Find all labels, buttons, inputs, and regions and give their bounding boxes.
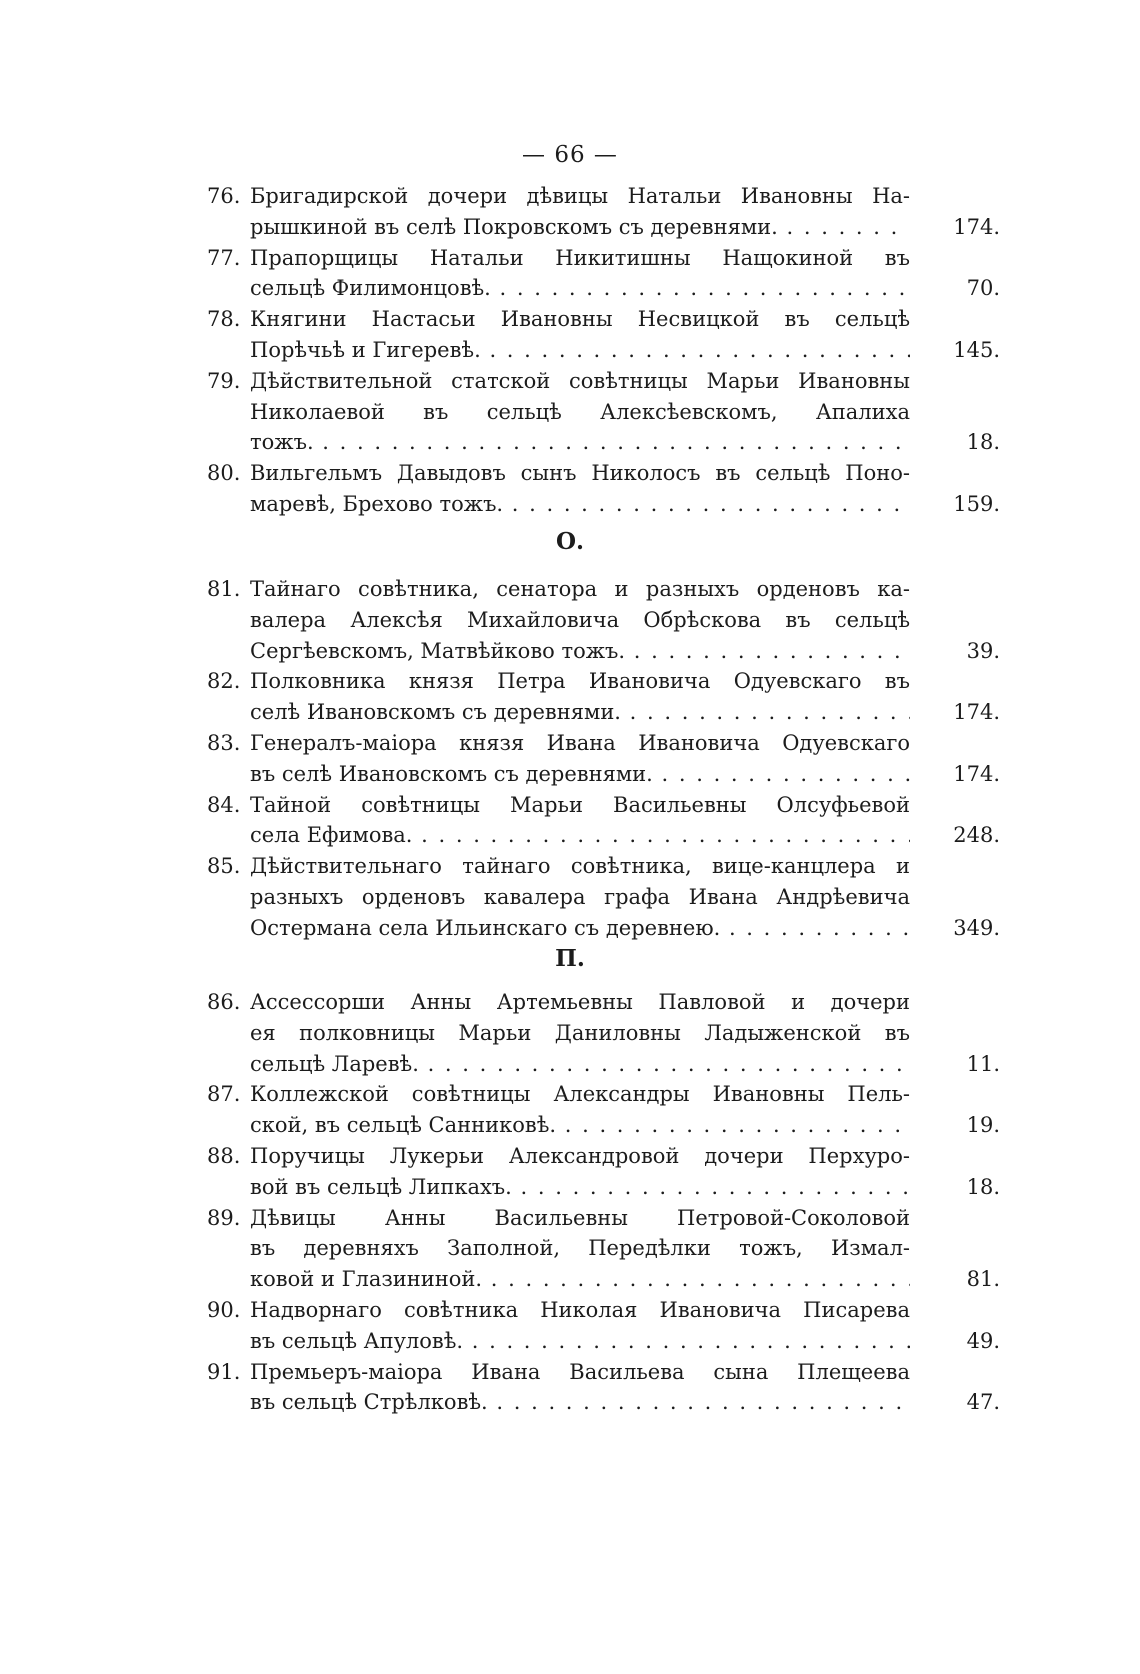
index-entry xyxy=(0,666,1140,728)
entry-line xyxy=(0,666,1140,697)
entry-line xyxy=(0,212,1140,243)
index-entry xyxy=(0,366,1140,458)
entry-text: Генералъ-маіора князя Ивана Ивановича Одуевскаго xyxy=(250,730,910,755)
index-entry xyxy=(0,1357,1140,1419)
entry-line xyxy=(0,882,1140,913)
entry-line xyxy=(0,1264,1140,1295)
entry-number: 89. xyxy=(207,1205,241,1230)
entry-number: 86. xyxy=(207,990,241,1014)
index-entry xyxy=(0,181,1140,243)
section-letter-o: О. xyxy=(555,528,585,555)
entry-line xyxy=(0,304,1140,335)
entry-line xyxy=(0,697,1140,728)
entry-number: 81. xyxy=(207,577,241,601)
entry-line xyxy=(0,1018,1140,1049)
entry-text: Дѣйствительной статской совѣтницы Марьи Ивановны xyxy=(250,368,910,393)
entry-number: 77. xyxy=(207,245,241,270)
entry-number: 90. xyxy=(207,1297,241,1322)
entry-page-ref: 19. xyxy=(966,1113,1000,1138)
entry-number: 80. xyxy=(207,461,241,486)
entry-line xyxy=(0,1357,1140,1388)
section-n xyxy=(0,181,1140,520)
entry-line xyxy=(0,1387,1140,1418)
section-p xyxy=(0,987,1140,1418)
entry-line xyxy=(0,1049,1140,1080)
entry-line xyxy=(0,181,1140,212)
entry-line xyxy=(0,1295,1140,1326)
entry-line xyxy=(0,273,1140,304)
entry-text: въ сельцѣ Стрѣлковѣ. . . . xyxy=(250,1387,910,1418)
index-entry xyxy=(0,1141,1140,1203)
entry-text: Ассессорши Анны Артемьевны Павловой и дочери xyxy=(250,990,910,1014)
entry-text: Княгини Настасьи Ивановны Несвицкой въ сельцѣ xyxy=(250,307,910,332)
entry-text: Прапорщицы Натальи Никитишны Нащокиной въ xyxy=(250,245,910,270)
entry-text: въ селѣ Ивановскомъ съ деревнями. . . . xyxy=(250,759,910,790)
entry-text: сельцѣ Ларевѣ. . . . xyxy=(250,1049,910,1080)
entry-text: Тайной совѣтницы Марьи Васильевны Олсуфьевой xyxy=(250,792,910,817)
entry-page-ref: 39. xyxy=(966,638,1000,663)
entry-text: ской, въ сельцѣ Санниковѣ. . . . xyxy=(250,1110,910,1141)
index-entry xyxy=(0,458,1140,520)
entry-page-ref: 47. xyxy=(966,1390,1000,1415)
entry-line xyxy=(0,1326,1140,1357)
entry-line xyxy=(0,851,1140,882)
entry-text: Бригадирской дочери дѣвицы Натальи Ивановны На- xyxy=(250,184,910,208)
entry-text: Остермана села Ильинскаго съ деревнею. . . . xyxy=(250,913,910,944)
entry-number: 84. xyxy=(207,792,241,817)
index-entry xyxy=(0,851,1140,943)
entry-line xyxy=(0,427,1140,458)
entry-text: Полковника князя Петра Ивановича Одуевскаго въ xyxy=(250,669,910,694)
entry-line xyxy=(0,913,1140,944)
section-letter-p: П. xyxy=(555,945,585,972)
entry-page-ref: 349. xyxy=(953,915,1000,940)
entry-text: Николаевой въ сельцѣ Алексѣевскомъ, Апалиха xyxy=(250,399,910,424)
entry-line xyxy=(0,366,1140,397)
entry-text: ея полковницы Марьи Даниловны Ладыженской въ xyxy=(250,1020,910,1045)
entry-text: Коллежской совѣтницы Александры Ивановны Пель- xyxy=(250,1082,910,1107)
entry-number: 85. xyxy=(207,854,241,879)
entry-number: 83. xyxy=(207,730,241,755)
entry-text: Надворнаго совѣтника Николая Ивановича Писарева xyxy=(250,1297,910,1322)
page-number: — 66 — xyxy=(522,142,618,168)
index-entry xyxy=(0,304,1140,366)
entry-text: ковой и Глазининой. . . . xyxy=(250,1264,910,1295)
entry-page-ref: 248. xyxy=(953,823,1000,848)
entry-line xyxy=(0,489,1140,520)
entry-line xyxy=(0,574,1140,605)
entry-text: вой въ сельцѣ Липкахъ. . . . xyxy=(250,1172,910,1203)
entry-number: 87. xyxy=(207,1082,241,1107)
entry-page-ref: 174. xyxy=(953,214,1000,239)
section-o xyxy=(0,574,1140,944)
entry-line xyxy=(0,1233,1140,1264)
entry-page-ref: 49. xyxy=(966,1328,1000,1353)
entry-text: маревѣ, Брехово тожъ. . . . xyxy=(250,489,910,520)
entry-line xyxy=(0,636,1140,667)
entry-line xyxy=(0,987,1140,1018)
entry-text: рышкиной въ селѣ Покровскомъ съ деревнями. . . . xyxy=(250,212,910,243)
entry-line xyxy=(0,1203,1140,1234)
entry-line xyxy=(0,605,1140,636)
entry-number: 76. xyxy=(207,184,241,208)
index-entry xyxy=(0,728,1140,790)
entry-page-ref: 70. xyxy=(966,276,1000,301)
entry-line xyxy=(0,1110,1140,1141)
entry-line xyxy=(0,243,1140,274)
entry-text: Тайнаго совѣтника, сенатора и разныхъ орденовъ ка- xyxy=(250,577,910,601)
entry-text: Вильгельмъ Давыдовъ сынъ Николосъ въ сельцѣ Поно- xyxy=(250,461,910,486)
entry-line xyxy=(0,728,1140,759)
entry-line xyxy=(0,1172,1140,1203)
entry-line xyxy=(0,759,1140,790)
entry-text: села Ефимова. . . . xyxy=(250,820,910,851)
entry-line xyxy=(0,1079,1140,1110)
entry-page-ref: 81. xyxy=(966,1267,1000,1292)
entry-number: 79. xyxy=(207,368,241,393)
entry-page-ref: 174. xyxy=(953,700,1000,725)
entry-page-ref: 174. xyxy=(953,761,1000,786)
entry-page-ref: 145. xyxy=(953,337,1000,362)
entry-line xyxy=(0,790,1140,821)
index-entry xyxy=(0,574,1140,666)
entry-line xyxy=(0,820,1140,851)
entry-page-ref: 159. xyxy=(953,491,1000,516)
entry-text: сельцѣ Филимонцовѣ. . . . xyxy=(250,273,910,304)
entry-line xyxy=(0,458,1140,489)
entry-text: валера Алексѣя Михайловича Обрѣскова въ сельцѣ xyxy=(250,607,910,632)
entry-number: 82. xyxy=(207,669,241,694)
entry-page-ref: 18. xyxy=(966,1174,1000,1199)
entry-line xyxy=(0,335,1140,366)
entry-text: Дѣйствительнаго тайнаго совѣтника, вице-канцлера и xyxy=(250,854,910,879)
entry-text: Порѣчьѣ и Гигеревѣ. . . . xyxy=(250,335,910,366)
index-entry xyxy=(0,1079,1140,1141)
entry-text: Премьеръ-маіора Ивана Васильева сына Плещеева xyxy=(250,1359,910,1384)
entry-text: въ деревняхъ Заполной, Передѣлки тожъ, Измал- xyxy=(250,1236,910,1261)
entry-text: селѣ Ивановскомъ съ деревнями. . . . xyxy=(250,697,910,728)
entry-text: Поручицы Лукерьи Александровой дочери Перхуро- xyxy=(250,1143,910,1168)
index-entry xyxy=(0,243,1140,305)
entry-text: въ сельцѣ Апуловѣ. . . . xyxy=(250,1326,910,1357)
entry-number: 78. xyxy=(207,307,241,332)
index-entry xyxy=(0,1295,1140,1357)
entry-line xyxy=(0,1141,1140,1172)
entry-text: тожъ. . . . xyxy=(250,427,910,458)
entry-number: 91. xyxy=(207,1359,241,1384)
index-entry xyxy=(0,790,1140,852)
entry-text: разныхъ орденовъ кавалера графа Ивана Андрѣевича xyxy=(250,884,910,909)
entry-line xyxy=(0,397,1140,428)
index-entry xyxy=(0,1203,1140,1295)
entry-page-ref: 18. xyxy=(966,430,1000,455)
entry-page-ref: 11. xyxy=(966,1051,1000,1076)
index-entry xyxy=(0,987,1140,1079)
entry-text: Дѣвицы Анны Васильевны Петровой-Соколовой xyxy=(250,1205,910,1230)
entry-number: 88. xyxy=(207,1143,241,1168)
entry-text: Сергѣевскомъ, Матвѣйково тожъ. . . . xyxy=(250,636,910,667)
